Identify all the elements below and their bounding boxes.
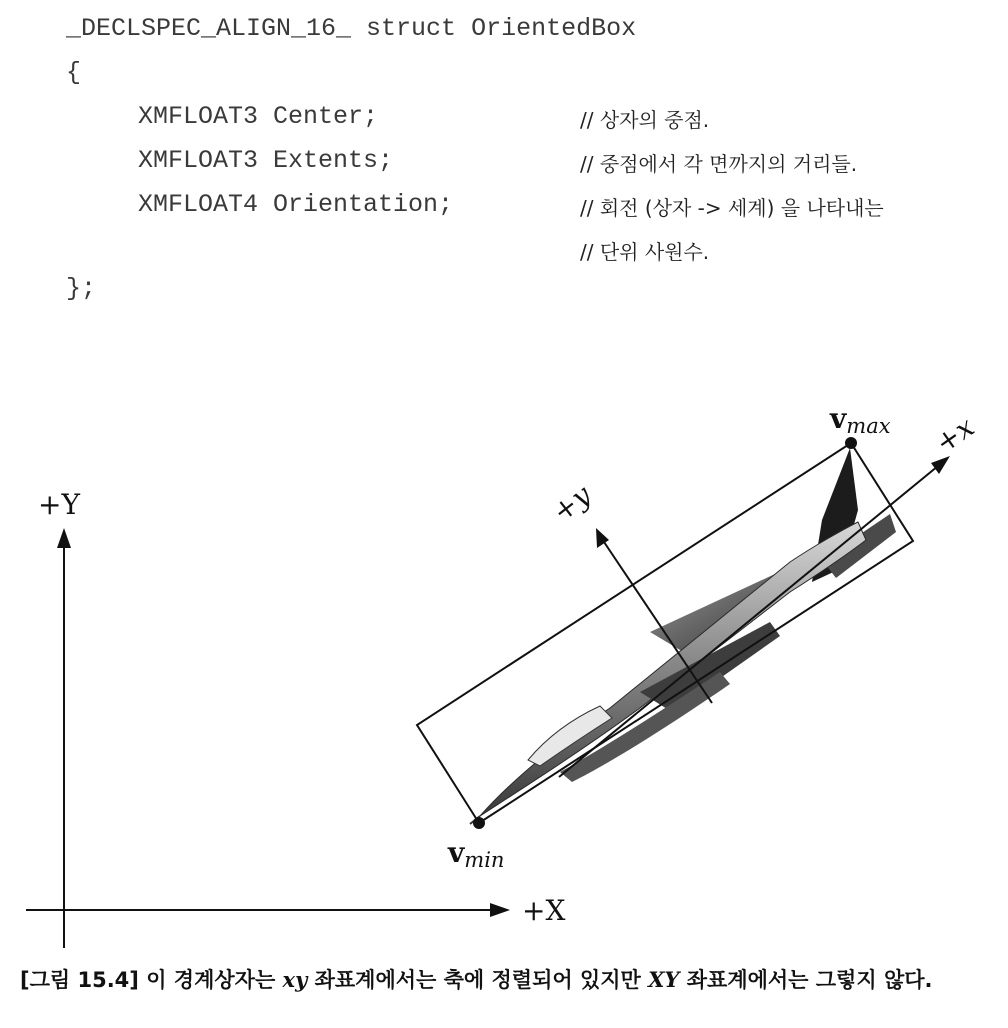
vmax-label: vmax [830,402,891,438]
comment-center: // 상자의 중점. [580,108,710,132]
comment-orientation-cont: // 단위 사원수. [580,240,710,264]
comment-extents: // 중점에서 각 면까지의 거리들. [580,152,858,176]
caption-math-local: xy [282,967,308,992]
code-line-struct-declaration: _DECLSPEC_ALIGN_16_ struct OrientedBox [66,14,637,43]
vmax-point [845,437,857,449]
vmin-point [473,817,485,829]
code-line-center-field: XMFLOAT3 Center; [138,102,379,131]
comment-orientation: // 회전 (상자 -> 세계) 을 나타내는 [580,196,884,220]
figure-caption [20,964,1000,1004]
code-listing [66,14,986,304]
caption-math-world: XY [648,967,680,992]
caption-suffix: 좌표계에서는 그렇지 않다. [679,968,933,992]
local-x-axis [559,466,938,777]
code-line-close-brace: }; [66,274,97,303]
vmin-label: vmin [448,836,505,872]
code-line-orientation-field: XMFLOAT4 Orientation; [138,190,454,219]
world-x-label: +X [522,894,566,927]
caption-prefix: [그림 15.4] 이 경계상자는 [20,968,283,992]
caption-middle: 좌표계에서는 축에 정렬되어 있지만 [307,968,649,992]
world-x-arrowhead [490,903,510,917]
code-line-extents-field: XMFLOAT3 Extents; [138,146,394,175]
code-line-open-brace: { [66,58,82,87]
oriented-box-figure [0,320,1008,960]
world-y-arrowhead [57,528,71,548]
local-x-label: +x [929,410,981,460]
figure-canvas [0,320,1008,960]
airplane-illustration [470,448,896,824]
world-y-label: +Y [38,488,80,521]
local-y-label: +y [545,478,598,529]
